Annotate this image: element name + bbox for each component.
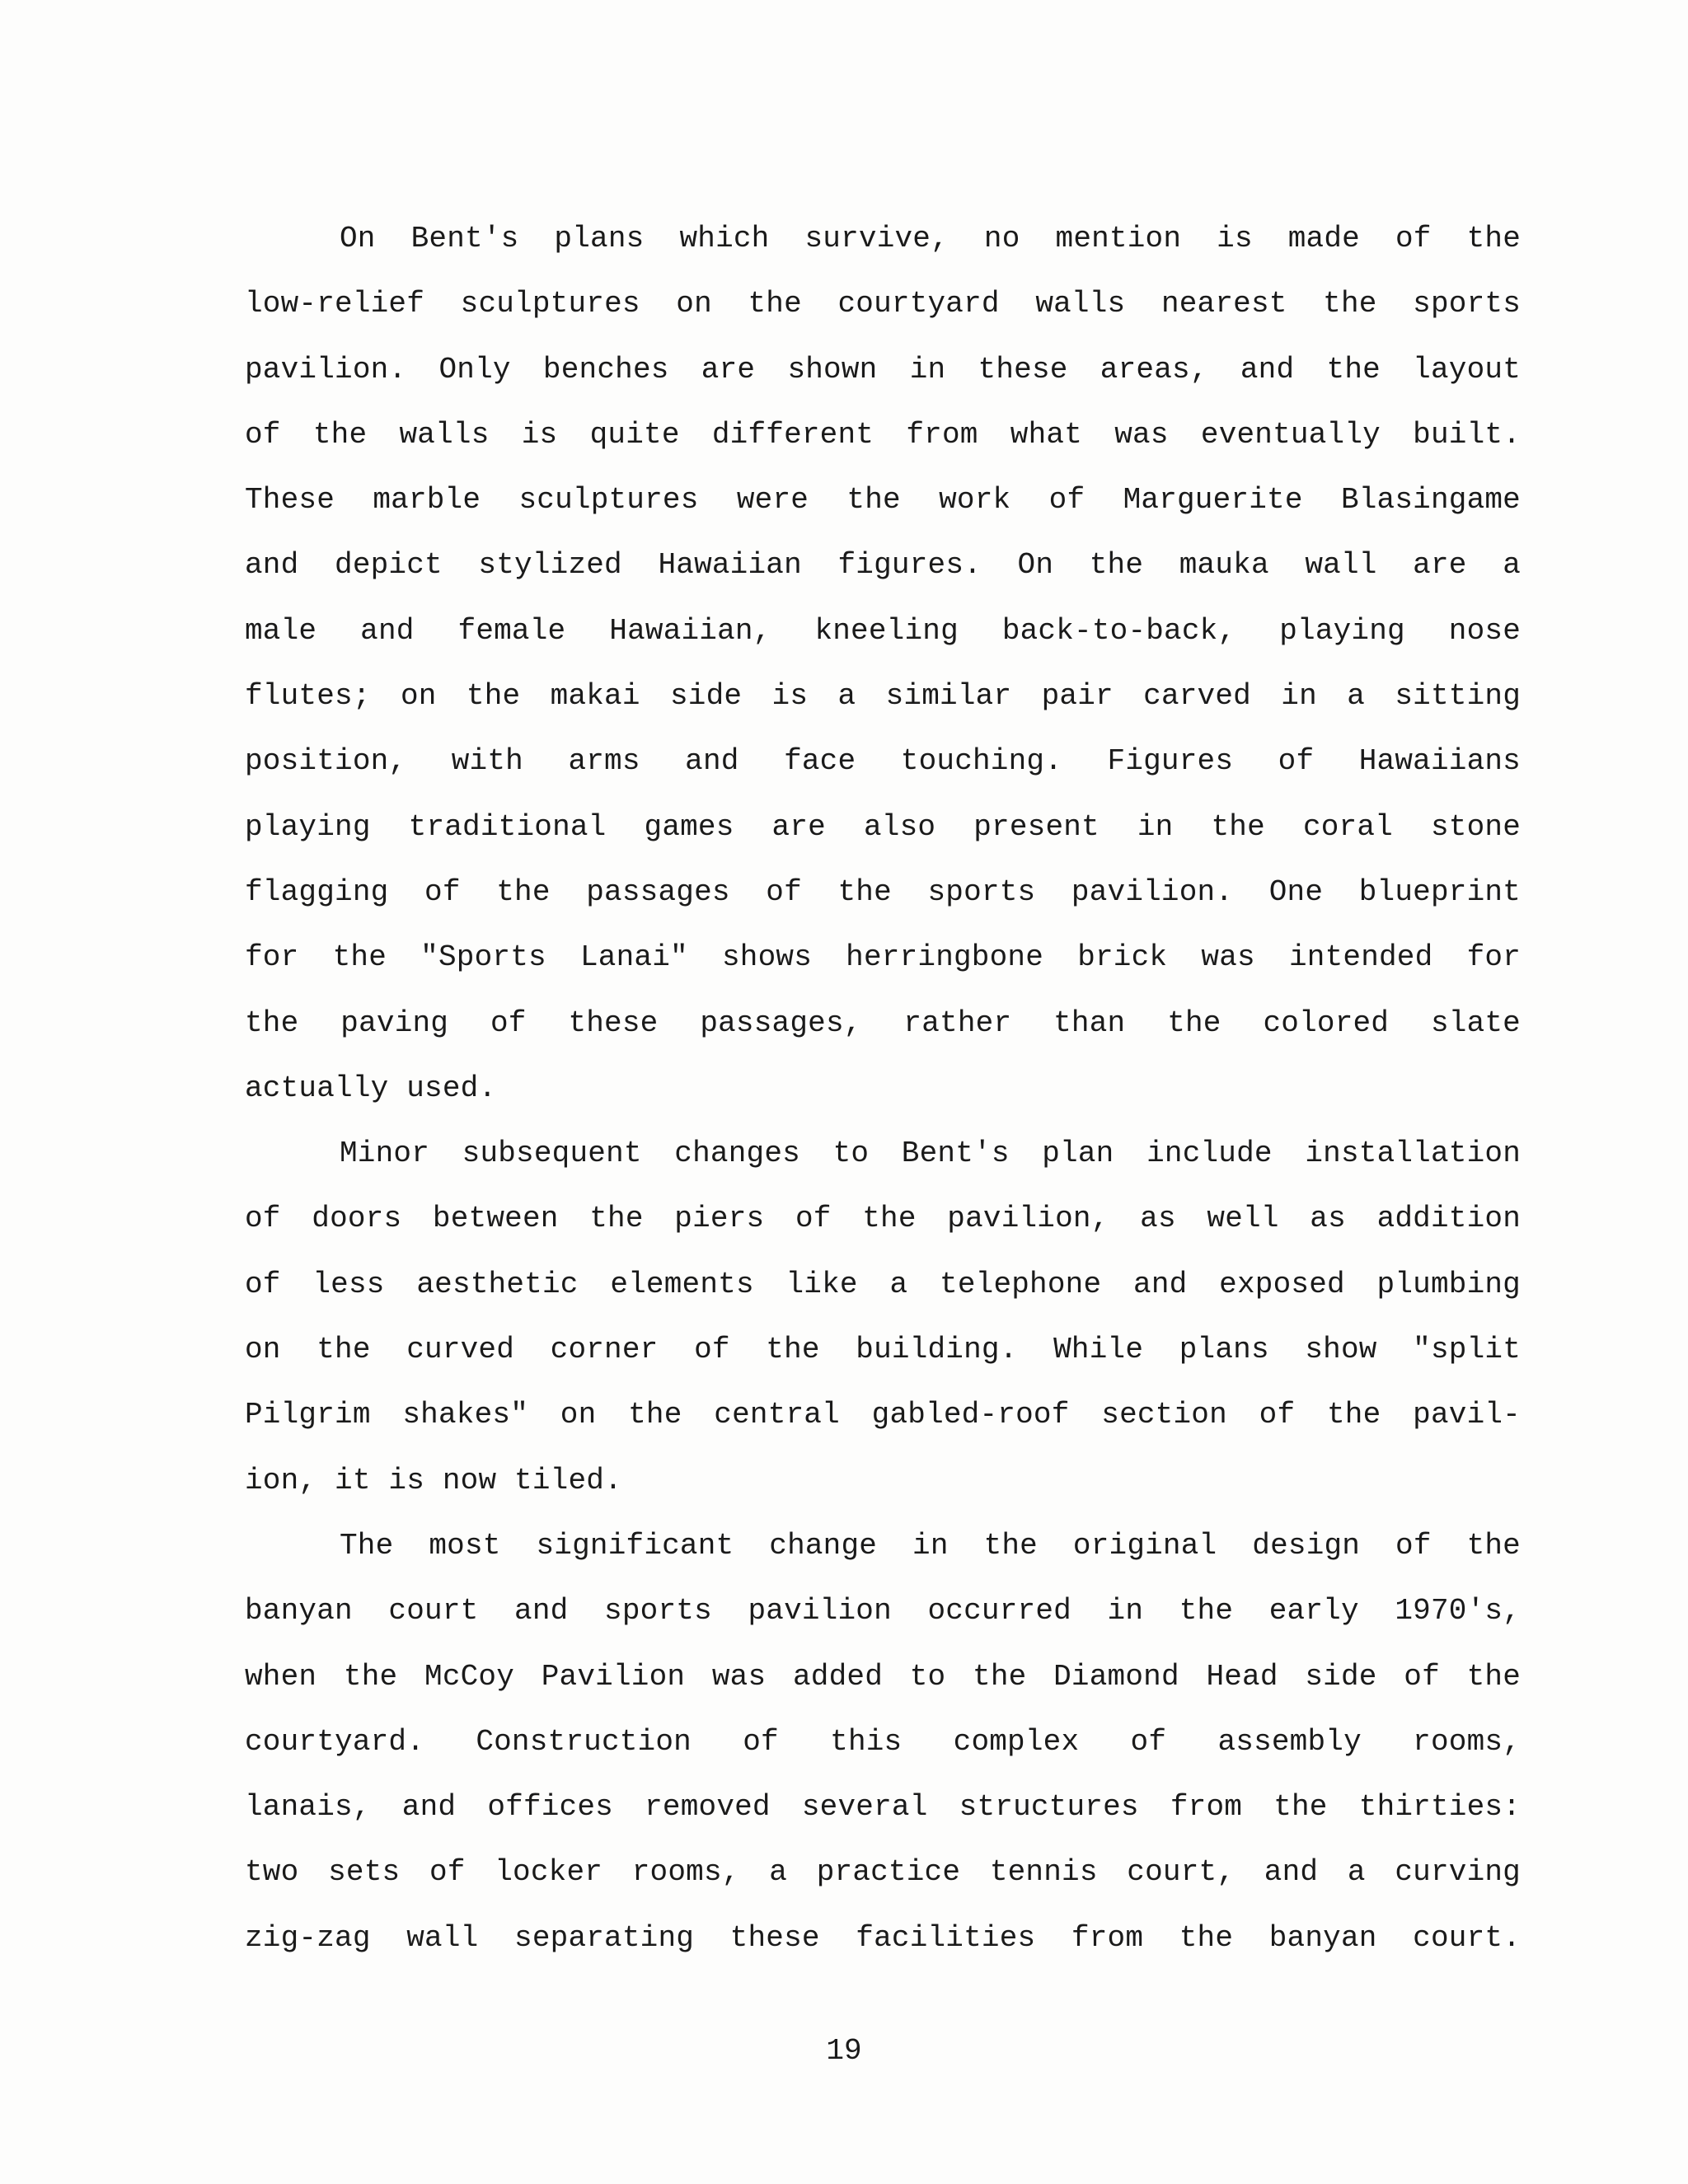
text-line: These marble sculptures were the work of Marguerite Blasingame — [245, 483, 1521, 518]
text-line: Pilgrim shakes" on the central gabled-roof section of the pavil- — [245, 1398, 1521, 1432]
text-line: on the curved corner of the building. While plans show "split — [245, 1333, 1521, 1367]
text-line: zig-zag wall separating these facilities from the banyan court. — [245, 1920, 1521, 1955]
text-line: low-relief sculptures on the courtyard walls nearest the sports — [245, 287, 1521, 321]
text-line: actually used. — [245, 1071, 497, 1105]
text-line: when the McCoy Pavilion was added to the Diamond Head side of the — [245, 1659, 1521, 1694]
page-number: 19 — [826, 2034, 862, 2068]
text-line: lanais, and offices removed several structures from the thirties: — [245, 1790, 1521, 1825]
text-line: and depict stylized Hawaiian figures. On the mauka wall are a — [245, 548, 1521, 583]
text-line: of less aesthetic elements like a telephone and exposed plumbing — [245, 1267, 1521, 1301]
text-line: flutes; on the makai side is a similar pair carved in a sitting — [245, 679, 1521, 714]
text-line: playing traditional games are also present in the coral stone — [245, 809, 1521, 844]
text-line: ion, it is now tiled. — [245, 1463, 622, 1497]
text-line: two sets of locker rooms, a practice tennis court, and a curving — [245, 1855, 1521, 1890]
text-line: of the walls is quite different from what was eventually built. — [245, 417, 1521, 452]
text-line: courtyard. Construction of this complex of assembly rooms, — [245, 1724, 1521, 1759]
text-line: banyan court and sports pavilion occurred in the early 1970's, — [245, 1594, 1521, 1629]
text-line: male and female Hawaiian, kneeling back-to-back, playing nose — [245, 613, 1521, 648]
text-line: The most significant change in the original design of the — [340, 1528, 1521, 1563]
text-line: for the "Sports Lanai" shows herringbone brick was intended for — [245, 940, 1521, 975]
text-line: position, with arms and face touching. Figures of Hawaiians — [245, 744, 1521, 779]
text-line: On Bent's plans which survive, no mention is made of the — [340, 222, 1521, 255]
text-line: Minor subsequent changes to Bent's plan include installation — [340, 1137, 1521, 1171]
text-line: of doors between the piers of the pavilion, as well as addition — [245, 1202, 1521, 1236]
text-line: flagging of the passages of the sports pavilion. One blueprint — [245, 874, 1521, 909]
text-line: the paving of these passages, rather than the colored slate — [245, 1005, 1521, 1040]
body-text — [245, 206, 1521, 1971]
text-line: pavilion. Only benches are shown in these areas, and the layout — [245, 352, 1521, 387]
